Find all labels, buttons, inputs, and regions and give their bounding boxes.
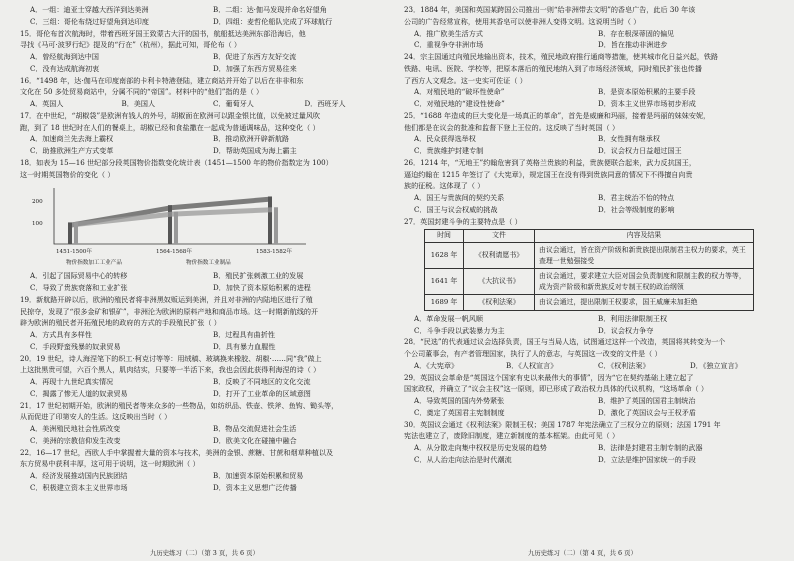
option-b: D．欧美文化在碰撞中融合	[213, 435, 297, 445]
option-b: D．四组：麦哲伦船队完成了环球航行	[213, 16, 333, 26]
option-b: D．加强了东西方贸易往来	[213, 63, 297, 73]
cell-document: 《大抗议书》	[464, 269, 535, 295]
option-b: D．社会等级制度的影响	[598, 204, 675, 214]
option-b: D．帮助英国成为海上霸主	[213, 146, 297, 155]
option-a: C．三组：哥伦布绕过好望角到达印度	[30, 16, 149, 26]
cell-year: 1641 年	[425, 269, 464, 295]
option-b: B．殖民扩张刺激工业的发展	[213, 271, 304, 281]
option-row	[20, 341, 396, 353]
option-d: D．《独立宣言》	[690, 360, 742, 370]
question-line: 19．新航路开辟以后，欧洲的殖民者将非洲黑奴贩运到美洲，并且对非洲的内陆地区进行了殖	[20, 294, 313, 304]
option-a: A．引起了国际贸易中心的转移	[30, 271, 128, 281]
option-b: B．《人权宣言》	[506, 360, 558, 370]
option-b: B．君主统治不怡的特点	[598, 193, 675, 202]
option-a: C．贵族维护封建专制	[414, 146, 484, 155]
option-row	[404, 133, 782, 145]
option-a: A．革命发展一帆风顺	[414, 313, 483, 323]
left-page	[20, 4, 396, 494]
question-line: 公司的广告经常宣称，使用其香皂可以使非洲人变得文明。这说明当时（ ）	[404, 16, 641, 26]
option-a: A．从分散走向集中权权是历史发展的趋势	[414, 443, 547, 452]
table-row	[425, 269, 754, 295]
option-a: C．斗争手段以武装暴力为主	[414, 325, 505, 335]
option-a: A．《大宪章》	[414, 360, 459, 370]
option-row	[404, 325, 782, 337]
cell-document: 《权利请愿书》	[464, 243, 535, 269]
cell-content: 由议会通过，提出限制王权要求，国王威廉未加拒绝	[535, 295, 754, 311]
option-a: A．民众获得选举权	[414, 134, 476, 144]
question-line: 国家政权，并确立了“议会主权”这一原则，即已形成了政治权力具体的代议机构，“这场革命（ ）	[404, 384, 708, 394]
option-a: C．重视争夺非洲市场	[414, 40, 484, 50]
question-line: 族的征税。这体现了（ ）	[404, 181, 485, 191]
option-a: A．对殖民地的“破坏性使命”	[414, 87, 505, 97]
option-a: A．曾经航海到达中国	[30, 52, 99, 61]
option-row	[404, 360, 782, 372]
option-b: D．打开了工业革命的区域意图	[213, 388, 311, 398]
option-row	[404, 442, 782, 454]
option-a: C．没有达成航海初衷	[30, 63, 100, 73]
option-c: C．葡萄牙人	[213, 99, 254, 108]
option-a: A．国王与贵族间的契约关系	[414, 193, 505, 202]
legend-label: 物价指数工业制品	[186, 260, 231, 267]
option-b: B．存在根深蒂固的偏见	[598, 28, 675, 38]
question-line: 25．“1688 年造成的巨大变化是一场真正的革命”，首先是威廉和玛丽，接着是玛丽的妹妹安妮，	[404, 110, 711, 120]
option-a: A．方式具有多样性	[30, 330, 92, 339]
option-b: B．反映了不同地区的文化交流	[213, 377, 311, 386]
option-row	[404, 86, 782, 98]
question-line: 他们都是在议会的批准和监督下登上王位的。这反映了当时英国（ ）	[404, 122, 620, 132]
option-row	[20, 63, 396, 75]
option-a: C．导致了贵族衰落和工业扩张	[30, 283, 128, 292]
question-line: 21．17 世纪初期开始，欧洲的殖民者等来众多的一些物品，如纺织品、铁壶、铁斧、鱼钩、锄头等，	[20, 400, 339, 410]
table-row	[425, 243, 754, 269]
option-row	[404, 454, 782, 466]
option-b: D．加快了资本原始积累的进程	[213, 283, 311, 292]
cell-document: 《权利法案》	[464, 295, 535, 311]
question-line: 18．如表为 15—16 世纪部分段英国物价指数变化统计表（1451—1500 年的物价指数定为 100）	[20, 157, 333, 167]
question-line: 铁路、电讯、医院、学校等，把原本落后的殖民地纳入到了市场经济领域，同时殖民扩张也传播	[404, 63, 702, 73]
question-line: 东方贸易中获利丰厚，这可用于说明，这一时期欧洲（ ）	[20, 459, 200, 469]
bar-1-2	[274, 208, 278, 245]
question-line: 文化在 50 多处贸易商站中，分属不同的“帝国”。材料中的“他们”指的是（ ）	[20, 87, 264, 97]
option-row	[404, 192, 782, 204]
option-a: A．推广欧美生活方式	[414, 28, 483, 38]
y-tick-label: 100	[32, 220, 43, 227]
option-row	[404, 204, 782, 216]
option-a: C．国王与议会权威的挑战	[414, 204, 498, 214]
option-a: A．再现十九世纪真实情况	[30, 377, 114, 386]
option-b: D．议会权力日益超过国王	[598, 146, 682, 155]
question-line: 从而促进了印第安人的生活。这反映出当时（ ）	[20, 412, 172, 422]
question-line: 寻找《马可·波罗行纪》提及的“行在”（杭州），据此可知，哥伦布（ ）	[20, 40, 242, 50]
option-b: D．资本主义思想广泛传播	[213, 482, 297, 492]
option-a: C．美洲的宗教信仰发生改变	[30, 435, 121, 445]
x-tick-label: 1583-1582年	[256, 249, 292, 256]
option-row	[20, 16, 396, 28]
option-row	[20, 133, 396, 145]
option-a: C．助推欧洲生产方式变革	[30, 146, 114, 155]
option-b: D．资本主义世界市场初步形成	[598, 99, 696, 108]
option-row	[404, 395, 782, 407]
option-a: A．一组：迪亚士穿越大西洋到达美洲	[30, 5, 149, 14]
option-a: C．手段野蛮残暴的奴隶贸易	[30, 341, 121, 351]
option-row	[404, 407, 782, 419]
question-line: 20．19 世纪，诗人海涅笔下的织工·柯克讨等等：用绒稿、玻璃换来橡胶、胡椒·……同“我”做上	[20, 353, 322, 363]
option-a: A．加速商兰先去海上霸权	[30, 134, 114, 144]
option-row	[20, 51, 396, 63]
question-line: 这一时期英国物价的变化（ ）	[20, 169, 115, 179]
option-row	[20, 329, 396, 341]
option-b: B．推动欧洲开辟新航路	[213, 134, 290, 144]
option-row	[404, 98, 782, 110]
option-b: D．具有暴力血腥性	[213, 341, 276, 351]
option-row	[20, 4, 396, 16]
option-d: D．西班牙人	[304, 99, 346, 108]
option-b: D．立法是维护国家统一的手段	[598, 454, 696, 464]
bar-0-0	[68, 223, 72, 245]
option-row	[20, 98, 396, 110]
question-line: 22．16—17 世纪，西欧人手中掌握着大量的资本与技术，美洲的金银、蔗糖、甘蔗和烟草种植以及	[20, 447, 334, 457]
option-row	[404, 39, 782, 51]
option-a: A．导致英国的国内外势紧张	[414, 396, 505, 405]
right-page	[404, 4, 782, 466]
question-line: 民掠夺，发现了“很多金矿和银矿”，非洲沦为欧洲的原料产地和商品市场。这一时期新航线的开	[20, 306, 319, 316]
question-line: 30．英国议会通过《权利法案》限制王权；美国 1787 年宪法确立了三权分立的原则；法国 1791 年	[404, 419, 721, 429]
option-b: B．二组：达·伽马发现并命名好望角	[213, 5, 327, 14]
option-b: B．加速资本原始积累和贸易	[213, 471, 304, 480]
option-row	[20, 470, 396, 482]
option-row	[404, 28, 782, 40]
feudal-struggle-table	[424, 229, 754, 311]
question-line: 17．在中世纪，“胡椒袋”是欧洲有钱人的外号，胡椒面在欧洲可以跟金银比值，以免被过量风吹	[20, 110, 321, 120]
bar-0-2	[268, 197, 272, 245]
option-row	[20, 388, 396, 400]
option-row	[20, 423, 396, 435]
option-row	[20, 145, 396, 157]
option-b: B．物品交流促进社会生活	[213, 424, 297, 433]
question-line: 16．“1498 年，达·伽马在印度南部的卡利卡特港登陆，建立商站并开始了以后在非非和东	[20, 75, 304, 85]
cell-content: 由议会通过，旨在资产阶级和新贵族提出限制君主权力的要求，英王查理一世勉强接受	[535, 243, 754, 269]
option-a: C．积极建立资本主义世界市场	[30, 482, 128, 492]
question-line: 逼迫约翰在 1215 年签订了《大宪章》，规定国王在没有得到贵族同意的情况下不得擅自向贵	[404, 169, 693, 179]
question-line: 上这批黑贵可望，六百个黑人，肌肉结实，只要等一半活下来，我也会因此获得利海涅的诗（ ）	[20, 365, 321, 375]
question-line: 28．“民选”的代表通过议会选择负责，国王与当局人选，试图通过这样一个改造，英国将其转变为一个	[404, 337, 726, 347]
question-line: 宪法也建立了，废除旧制度，建立新制度的基本框架。由此可见（ ）	[404, 431, 620, 441]
option-b: B．维护了英国的国君主制统治	[598, 396, 696, 405]
cell-content: 由议会通过，要求建立大臣对国会负责制度和限制主教的权力等等，成为资产阶级和新贵族反对专制王权的政治纲领	[535, 269, 754, 295]
option-b: B．利用法律限制王权	[598, 313, 668, 323]
option-b: D．激化了英国议会与王权矛盾	[598, 407, 696, 417]
option-a: C．对殖民地的“建设性使命”	[414, 99, 505, 108]
option-row	[20, 482, 396, 494]
table-header: 文件	[464, 230, 535, 243]
option-a: A．美洲殖民地社会性质改变	[30, 424, 121, 433]
x-tick-label: 1564-1568年	[156, 249, 192, 256]
legend-label: 物价指数加工工业产品	[66, 260, 122, 267]
question-line: 15．哥伦布首次航海时，带着西班牙国王致蒙古大汗的国书，航船抵达美洲东部沿海后，他	[20, 28, 306, 38]
option-a: C．奠定了英国君主宪制制度	[414, 407, 505, 417]
option-b: B．法律是封建君主制专制的武器	[598, 443, 703, 452]
option-a: C．揭露了惨无人道的奴隶贸易	[30, 388, 128, 398]
option-a: A．英国人	[30, 99, 64, 108]
cell-year: 1628 年	[425, 243, 464, 269]
question-line: 23．1884 年，美国和英国某跨国公司推出一则“给非洲带去文明”的香皂广告，此后 30 年该	[404, 5, 696, 14]
question-line: 个公司董事会，有产者管理国家，执行了人的意志，与英国这一改变的文件是（ ）	[404, 349, 662, 358]
table-header: 时间	[425, 230, 464, 243]
option-b: B．过程具有曲折性	[213, 330, 275, 339]
y-tick-label: 200	[32, 199, 43, 206]
option-b: D．旨在推动非洲进步	[598, 40, 668, 50]
option-row	[404, 313, 782, 325]
option-row	[20, 270, 396, 282]
x-tick-label: 1451-1500年	[56, 249, 92, 256]
question-line: 跑，到了 18 世纪时在人们的餐桌上，胡椒已经和食盐撒在一起成为普通调味品，这种变化（ ）	[20, 122, 320, 132]
bar-1-0	[74, 223, 78, 245]
footer-left: 九历史练习（二）（第 3 页，共 6 页）	[150, 549, 259, 557]
question-line: 27．英国封建斗争的主要特点是（ ）	[404, 216, 522, 226]
option-row	[20, 435, 396, 447]
table-row	[425, 295, 754, 311]
option-b: B．促进了东西方友好交流	[213, 52, 297, 61]
question-line: 29．英国议会革命是“英国这个国家有史以来最伟大的事情”，因为“它在契约基础上建立起了	[404, 372, 694, 382]
bar-0-1	[168, 205, 172, 244]
option-a: A．经济发展推动国内民族团结	[30, 471, 128, 480]
option-b: B．女性拥有继承权	[598, 134, 660, 144]
option-row	[20, 282, 396, 294]
option-row	[20, 376, 396, 388]
option-c: C．《权利法案》	[598, 360, 650, 370]
cell-year: 1689 年	[425, 295, 464, 311]
footer-right: 九历史练习（二）（第 4 页，共 6 页）	[528, 549, 637, 557]
option-b: D．议会权力争夺	[598, 325, 654, 335]
question-line: 了西方人文观念。这一史实可佐证（ ）	[404, 75, 527, 85]
price-index-chart	[26, 182, 326, 268]
option-b: B．是资本原始积累的主要手段	[598, 87, 696, 97]
question-line: 24．宗主国通过向殖民地输出资本，技术，殖民地政府推行通商等措施，使其城市化日益兴起，铁路	[404, 52, 719, 61]
option-a: C．从人治走向法治是时代潮流	[414, 454, 512, 464]
option-b: B．美国人	[121, 99, 156, 108]
question-line: 辟为欧洲的殖民者开拓殖民地的政府的方式的手段殖民扩张（ ）	[20, 318, 221, 328]
option-row	[404, 145, 782, 157]
question-line: 26．1214 年，“无地王”约翰危害到了英格兰贵族的利益，贵族便联合起来，武力反抗国王，	[404, 157, 696, 167]
bar-1-1	[174, 212, 178, 244]
table-header: 内容及结果	[535, 230, 754, 243]
